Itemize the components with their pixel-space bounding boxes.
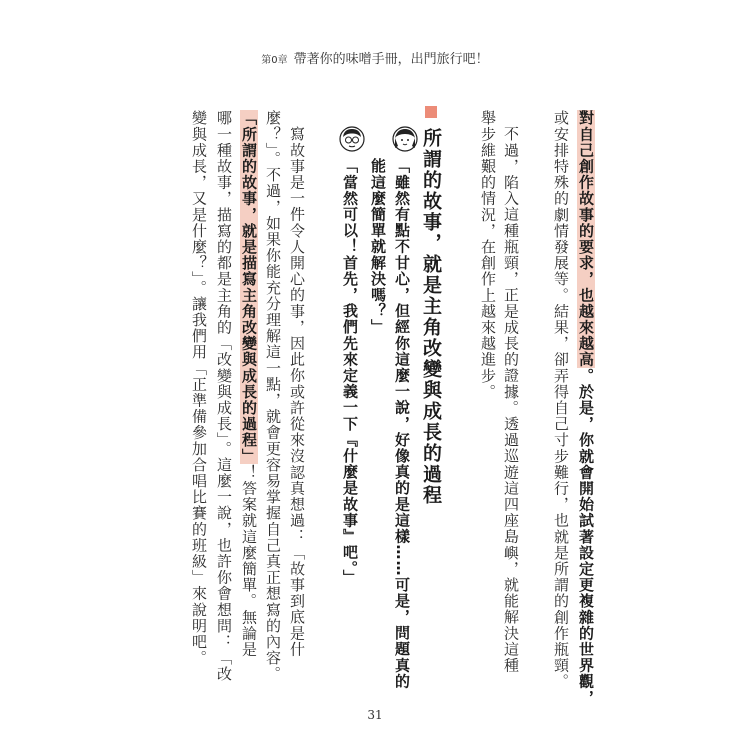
highlight-definition: 「所謂的故事，就是描寫主角改變與成長的過程」	[240, 110, 258, 465]
para1-line-4: 舉步維艱的情況，在創作上越來越進步。	[479, 110, 497, 400]
girl-avatar-icon	[392, 126, 418, 152]
para2-line-4: 哪一種故事，描寫的都是主角的「改變與成長」。這麼一說，也許你會想問：「改	[215, 110, 233, 683]
para2-line-5: 變與成長，又是什麼？」。讓我們用「正準備參加合唱比賽的班級」來說明吧。	[190, 110, 208, 666]
man-avatar-icon	[339, 126, 365, 152]
chapter-label: 第0章	[261, 55, 288, 66]
para1-line-3: 不過，陷入這種瓶頸，正是成長的證據。透過巡遊這四座島嶼，就能解決這種	[502, 126, 520, 674]
section-heading: 所謂的故事，就是主角改變與成長的過程	[420, 128, 442, 506]
para2-line-1: 寫故事是一件令人開心的事，因此你或許從來沒認真想過：「故事到底是什	[288, 126, 306, 658]
highlight-phrase: 對自己創作故事的要求，也越來越高	[577, 110, 595, 368]
dialogue-line-1: 「雖然有點不甘心，但經你這麼一說，好像真的是這樣……可是，問題真的	[393, 158, 411, 690]
para2-line-3: 「所謂的故事，就是描寫主角改變與成長的過程」！答案就這麼簡單。無論是	[240, 110, 258, 658]
running-header	[0, 48, 750, 67]
para1-line-1: 對自己創作故事的要求，也越來越高。於是，你就會開始試著設定更複雜的世界觀，	[577, 110, 595, 706]
heading-marker	[425, 106, 437, 118]
page-number: 31	[367, 708, 383, 722]
chapter-title: 帶著你的味噌手冊，出門旅行吧！	[293, 52, 489, 67]
dialogue-line-2: 能這麼簡單就解決嗎？」	[369, 158, 387, 336]
para1-line-2: 或安排特殊的劇情發展等。結果，卻弄得自己寸步難行，也就是所謂的創作瓶頸。	[552, 110, 570, 690]
dialogue-line-3: 「當然可以！首先，我們先來定義一下『什麼是故事』吧。」	[341, 158, 359, 586]
para2-line-2: 麼？」。不過，如果你能充分理解這一點，就會更容易掌握自己真正想寫的內容。	[264, 110, 282, 683]
